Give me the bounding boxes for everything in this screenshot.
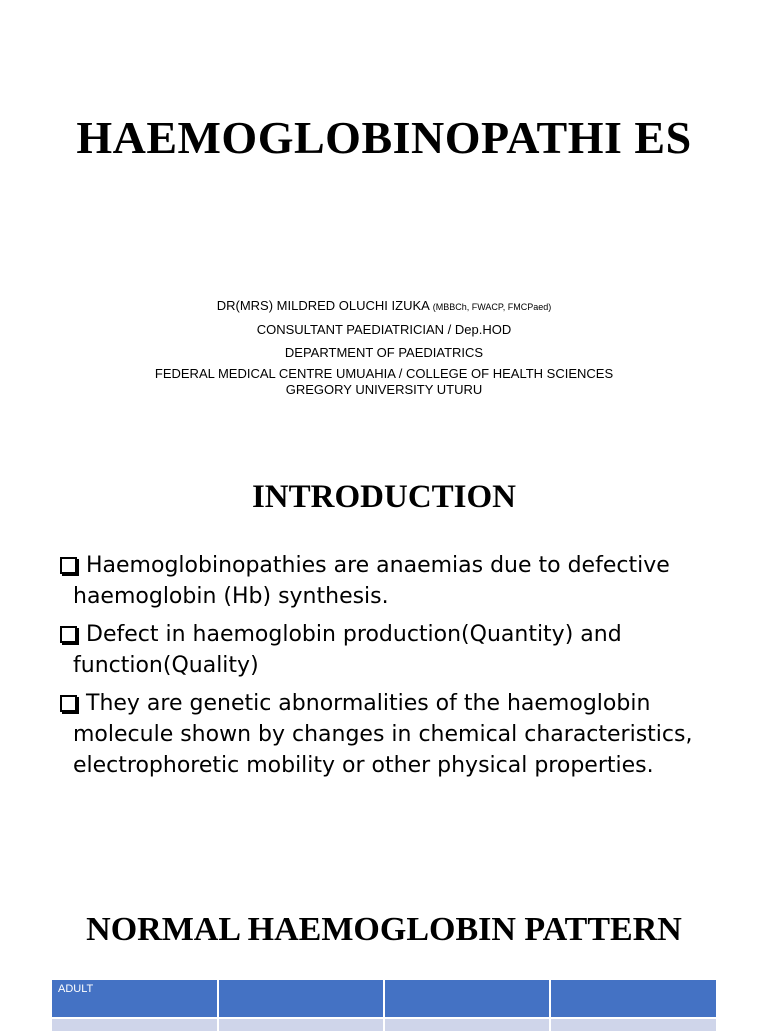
list-item	[60, 619, 720, 681]
presentation-title: HAEMOGLOBINOPATHI ES	[76, 112, 692, 163]
table-cell	[550, 1018, 716, 1031]
list-item	[60, 688, 720, 781]
table-cell	[218, 1018, 384, 1031]
author-block	[60, 296, 708, 398]
table-header-cell	[550, 980, 716, 1018]
author-credentials: (MBBCh, FWACP, FMCPaed)	[432, 302, 552, 312]
bullet-text: Defect in haemoglobin production(Quantity) and function(Quality)	[73, 622, 622, 678]
author-institution: FEDERAL MEDICAL CENTRE UMUAHIA / COLLEGE OF HEALTH SCIENCES GREGORY UNIVERSITY UTURU	[154, 366, 614, 397]
table-cell	[52, 1018, 218, 1031]
author-name: DR(MRS) MILDRED OLUCHI IZUKA	[216, 298, 430, 313]
intro-bullet-list	[60, 550, 720, 788]
checkbox-bullet-icon	[60, 557, 77, 574]
author-position: CONSULTANT PAEDIATRICIAN / Dep.HOD	[256, 322, 512, 337]
bullet-text: Haemoglobinopathies are anaemias due to defective haemoglobin (Hb) synthesis.	[73, 553, 670, 609]
checkbox-bullet-icon	[60, 695, 77, 712]
table-header-row	[52, 980, 716, 1018]
table-header-cell	[384, 980, 550, 1018]
table-cell	[384, 1018, 550, 1031]
author-line	[60, 296, 708, 317]
table-row	[52, 1018, 716, 1031]
intro-title: INTRODUCTION	[251, 479, 517, 515]
pattern-title: NORMAL HAEMOGLOBIN PATTERN	[86, 911, 682, 948]
bullet-text: They are genetic abnormalities of the haemoglobin molecule shown by changes in chemical characteristics, electrophoretic mobility or other physical properties.	[73, 691, 693, 778]
table-header-cell: ADULT	[52, 980, 218, 1018]
table-header-cell	[218, 980, 384, 1018]
list-item	[60, 550, 720, 612]
checkbox-bullet-icon	[60, 626, 77, 643]
haemoglobin-pattern-table	[52, 980, 716, 1031]
author-department: DEPARTMENT OF PAEDIATRICS	[284, 345, 484, 360]
